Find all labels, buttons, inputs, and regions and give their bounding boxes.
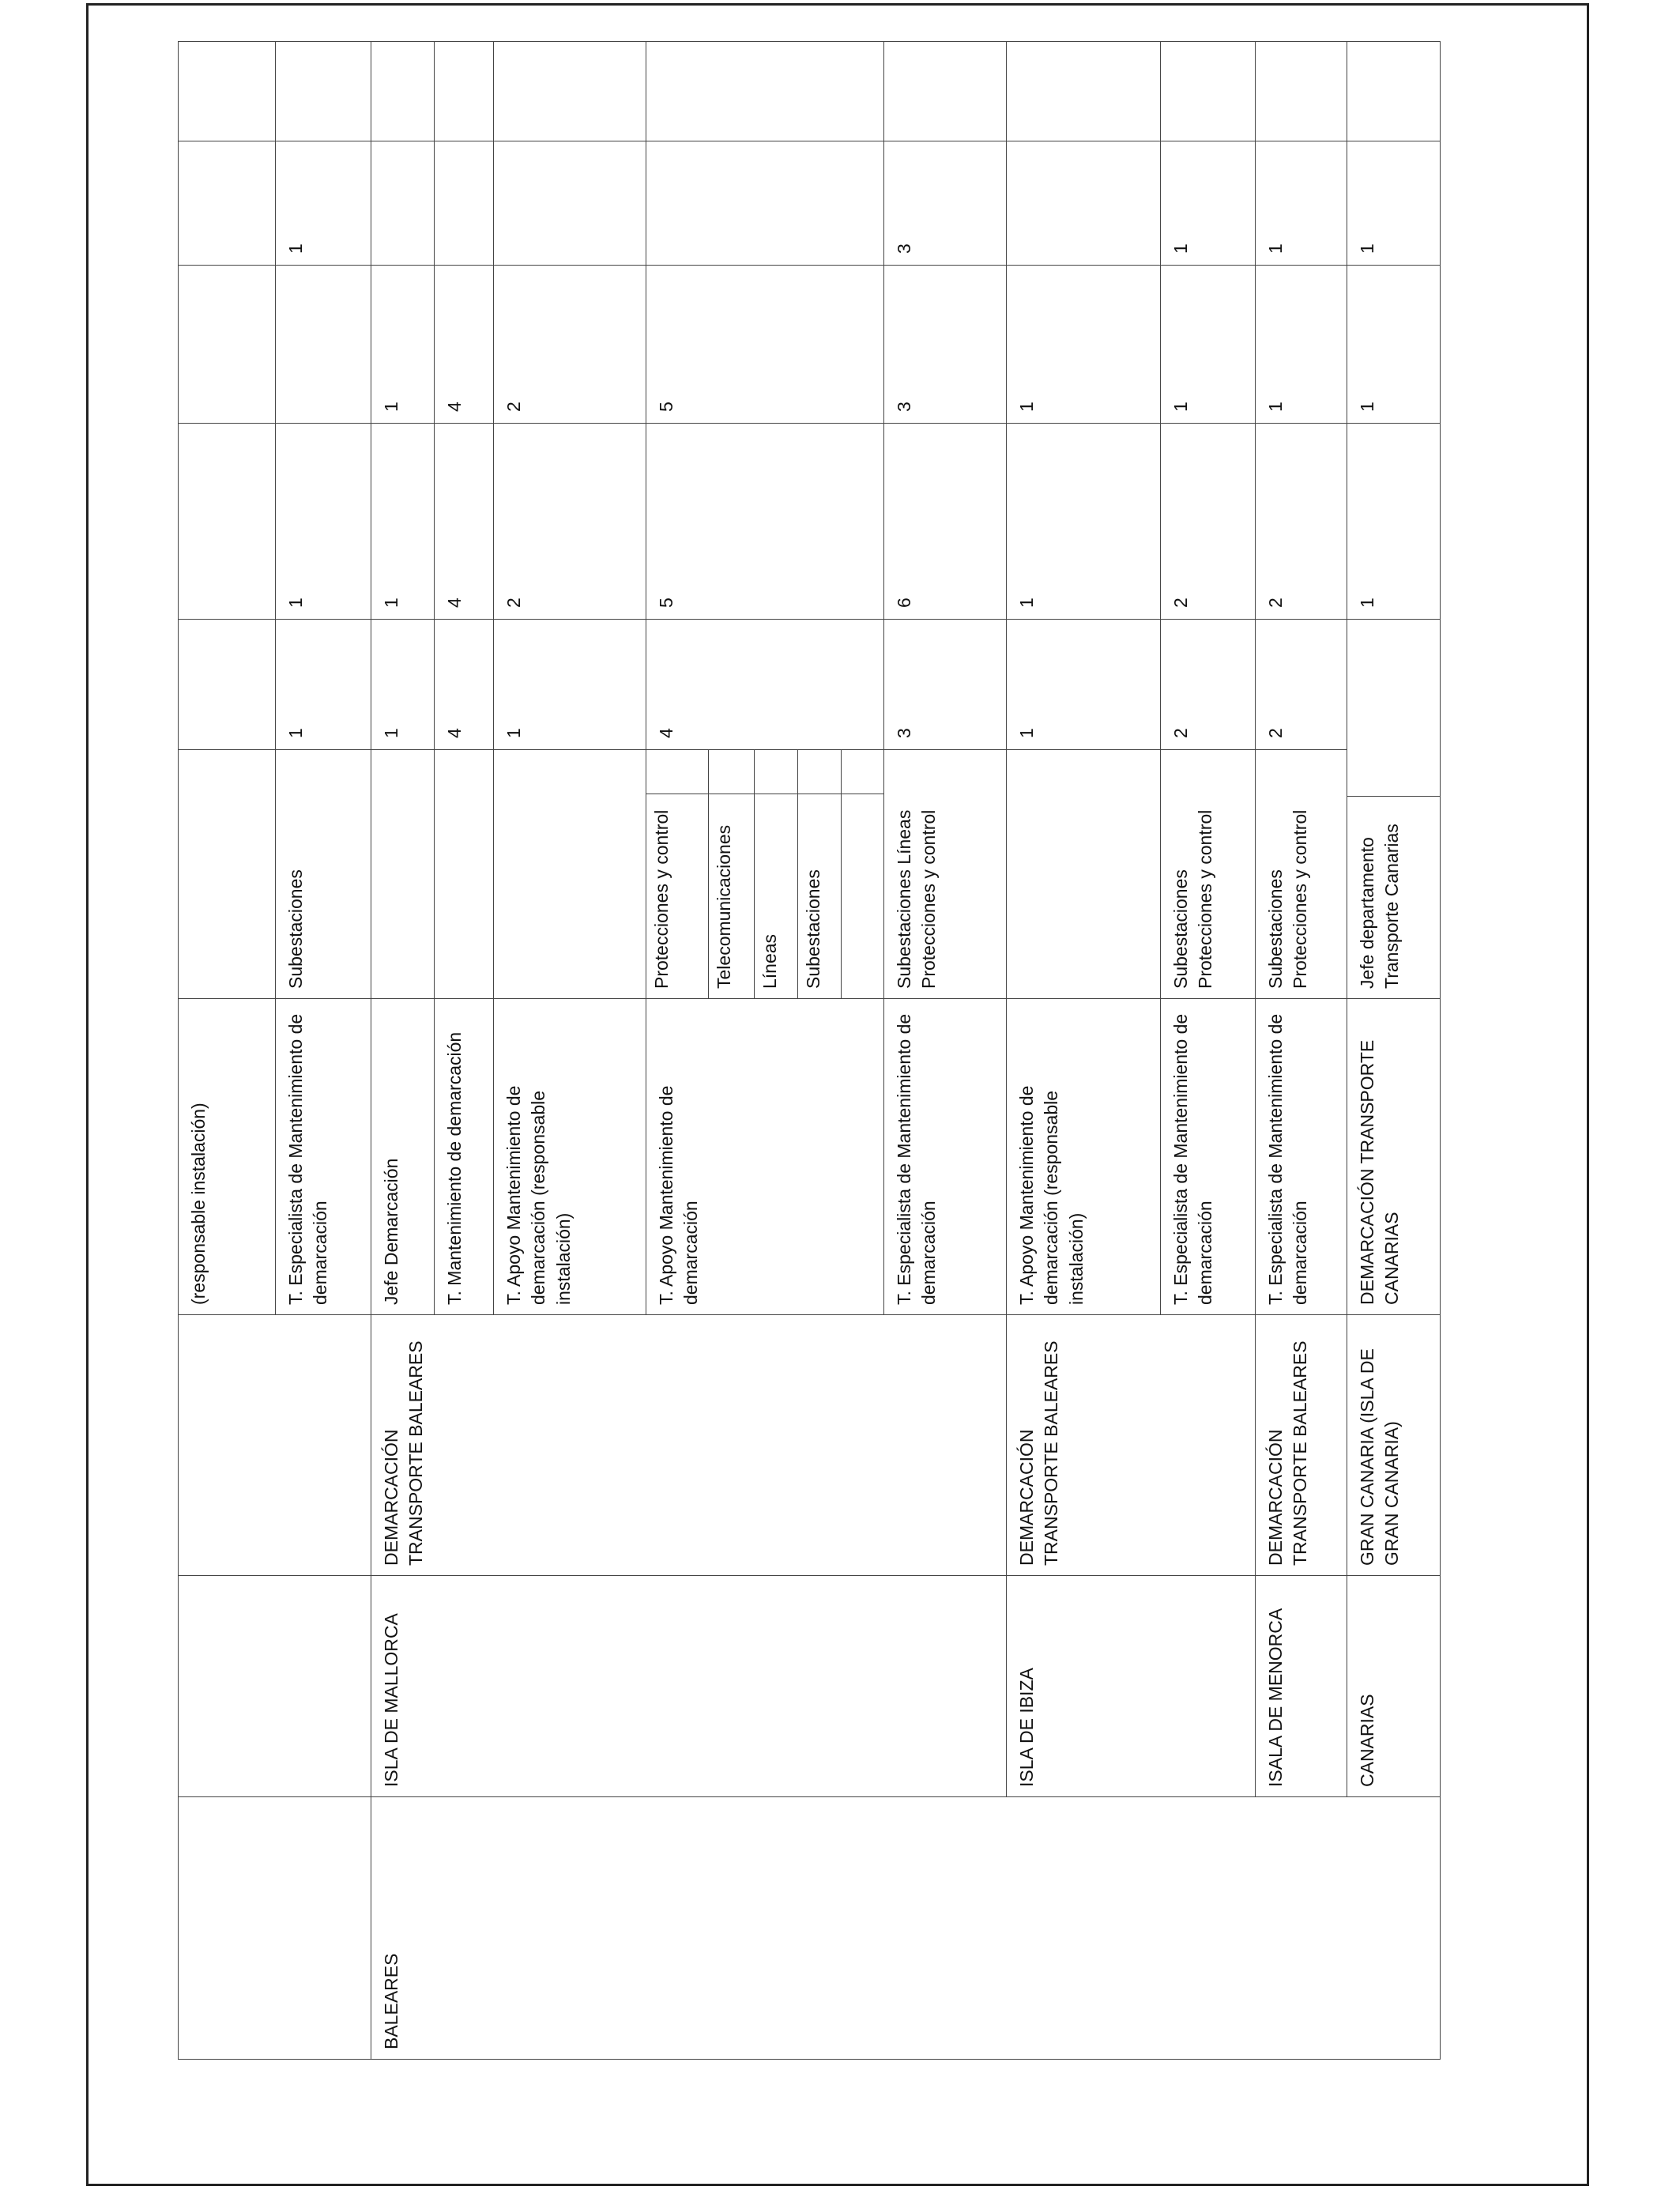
count-cell (884, 41, 1007, 141)
role-cell: Jefe departamento Transporte Canarias (1347, 797, 1441, 999)
count-cell (179, 265, 276, 423)
role-cell: T. Especialista de Mantenimiento de demarcación (276, 999, 371, 1315)
count-cell: 2 (1161, 423, 1256, 619)
count-cell (371, 41, 435, 141)
specialty-subcell-empty (841, 749, 883, 794)
count-cell: 1 (1347, 141, 1441, 265)
count-cell: 4 (435, 423, 494, 619)
count-cell: 5 (646, 423, 884, 619)
count-cell (179, 41, 276, 141)
count-cell: 2 (494, 423, 646, 619)
role-cell: T. Especialista de Mantenimiento de demarcación (1161, 999, 1256, 1315)
count-cell: 3 (884, 619, 1007, 749)
count-cell: 4 (435, 265, 494, 423)
count-cell: 2 (494, 265, 646, 423)
count-cell (1347, 41, 1441, 141)
count-cell (179, 619, 276, 749)
count-cell (276, 265, 371, 423)
role-cell: T. Mantenimiento de demarcación (435, 999, 494, 1315)
staffing-table (178, 41, 1441, 2060)
specialty-subcell-empty (754, 749, 797, 794)
count-cell: 2 (1256, 423, 1347, 619)
count-cell (371, 141, 435, 265)
specialty-cell: Subestaciones (276, 749, 371, 998)
count-cell: 1 (494, 619, 646, 749)
count-cell (646, 41, 884, 141)
specialty-cell (179, 749, 276, 998)
specialty-cell (646, 749, 884, 998)
specialty-cell (435, 749, 494, 998)
specialty-cell: Subestaciones Protecciones y control (1161, 749, 1256, 998)
table-row (179, 41, 276, 2059)
count-cell (646, 141, 884, 265)
role-cell: Jefe Demarcación (371, 999, 435, 1315)
island-cell: ISLA DE IBIZA (1007, 1576, 1256, 1797)
specialty-cell: Subestaciones Líneas Protecciones y control (884, 749, 1007, 998)
count-cell: 1 (1007, 423, 1161, 619)
specialty-subcell: Protecciones y control (646, 794, 708, 998)
region-cell: BALEARES (371, 1797, 1441, 2060)
specialty-subcell: Subestaciones (797, 794, 841, 998)
count-cell (494, 141, 646, 265)
count-cell: 1 (371, 423, 435, 619)
count-cell: 1 (1161, 265, 1256, 423)
table-row (371, 41, 435, 2059)
island-cell: ISALA DE MENORCA (1256, 1576, 1347, 1797)
table-row (1347, 41, 1441, 2059)
count-cell: 1 (1347, 423, 1441, 619)
region-cell: CANARIAS (1347, 1576, 1441, 1797)
count-cell: 1 (371, 265, 435, 423)
specialty-subtable (646, 749, 883, 998)
island-cell: GRAN CANARIA (ISLA DE GRAN CANARIA) (1347, 1315, 1441, 1576)
count-cell: 1 (1347, 265, 1441, 423)
count-cell: 1 (1161, 141, 1256, 265)
specialty-subcell: Telecomunicaciones (708, 794, 754, 998)
count-cell (1161, 41, 1256, 141)
specialty-subcell-empty (708, 749, 754, 794)
count-cell: 5 (646, 265, 884, 423)
count-cell: 1 (276, 619, 371, 749)
count-cell (1256, 41, 1347, 141)
count-cell: 1 (371, 619, 435, 749)
count-cell (179, 423, 276, 619)
count-cell: 6 (884, 423, 1007, 619)
specialty-cell (1347, 619, 1441, 796)
region-cell (179, 1797, 371, 2060)
role-cell: T. Apoyo Mantenimiento de demarcación (responsable instalación) (494, 999, 646, 1315)
specialty-cell: Subestaciones Protecciones y control (1256, 749, 1347, 998)
count-cell: 3 (884, 141, 1007, 265)
count-cell (435, 141, 494, 265)
role-cell: T. Especialista de Mantenimiento de demarcación (1256, 999, 1347, 1315)
count-cell: 4 (646, 619, 884, 749)
specialty-cell (371, 749, 435, 998)
count-cell: 2 (1256, 619, 1347, 749)
role-cell: T. Especialista de Mantenimiento de demarcación (884, 999, 1007, 1315)
count-cell (494, 41, 646, 141)
count-cell: 1 (276, 423, 371, 619)
demarcation-cell: DEMARCACIÓN TRANSPORTE BALEARES (1007, 1315, 1256, 1576)
table-row (1256, 41, 1347, 2059)
count-cell: 1 (1007, 619, 1161, 749)
island-cell (179, 1576, 371, 1797)
count-cell (1007, 41, 1161, 141)
demarcation-cell: DEMARCACIÓN TRANSPORTE CANARIAS (1347, 999, 1441, 1315)
specialty-cell (494, 749, 646, 998)
count-cell: 1 (1256, 265, 1347, 423)
count-cell: 4 (435, 619, 494, 749)
specialty-subcell-empty (646, 749, 708, 794)
specialty-subcell-empty (841, 794, 883, 998)
count-cell: 3 (884, 265, 1007, 423)
count-cell (179, 141, 276, 265)
count-cell: 1 (1007, 265, 1161, 423)
count-cell: 1 (276, 141, 371, 265)
demarcation-cell: DEMARCACIÓN TRANSPORTE BALEARES (1256, 1315, 1347, 1576)
island-cell: ISLA DE MALLORCA (371, 1576, 1007, 1797)
role-cell: T. Apoyo Mantenimiento de demarcación (responsable instalación) (1007, 999, 1161, 1315)
demarcation-cell (179, 1315, 371, 1576)
demarcation-cell: DEMARCACIÓN TRANSPORTE BALEARES (371, 1315, 1007, 1576)
count-cell: 2 (1161, 619, 1256, 749)
role-cell: (responsable instalación) (179, 999, 276, 1315)
specialty-subcell-empty (797, 749, 841, 794)
count-cell (1007, 141, 1161, 265)
role-cell: T. Apoyo Mantenimiento de demarcación (646, 999, 884, 1315)
rotated-table-container (178, 126, 1439, 2060)
specialty-subcell: Líneas (754, 794, 797, 998)
table-row (1007, 41, 1161, 2059)
count-cell (435, 41, 494, 141)
specialty-cell (1007, 749, 1161, 998)
count-cell (276, 41, 371, 141)
count-cell: 1 (1256, 141, 1347, 265)
